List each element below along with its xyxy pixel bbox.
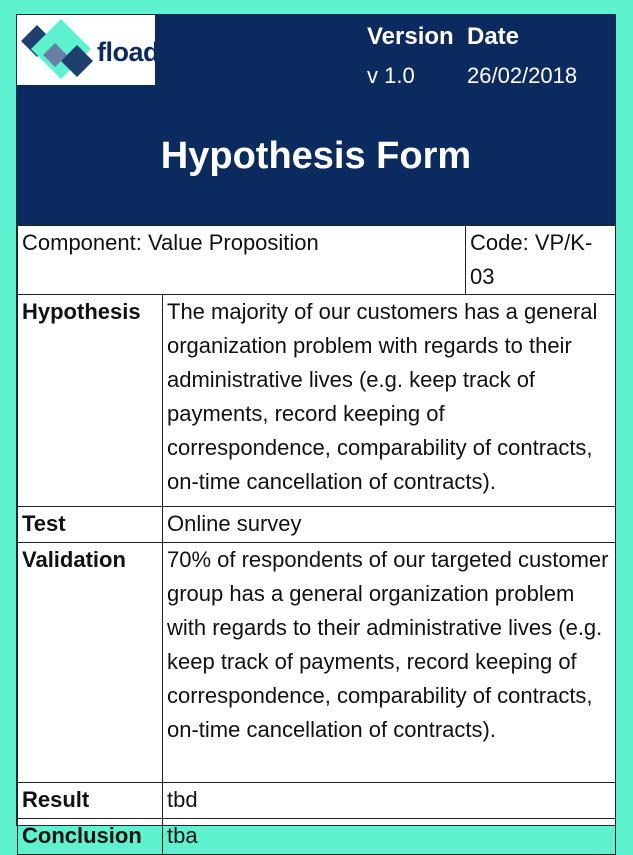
table-row bbox=[18, 543, 616, 783]
table-row bbox=[18, 819, 616, 855]
row-label-hypothesis: Hypothesis bbox=[18, 295, 163, 507]
date-value: 26/02/2018 bbox=[467, 63, 578, 88]
hypothesis-form-page bbox=[16, 14, 616, 848]
code-cell: Code: VP/K-03 bbox=[466, 226, 616, 295]
row-value-test: Online survey bbox=[163, 507, 616, 543]
form-title: Hypothesis Form bbox=[160, 135, 472, 177]
row-label-result: Result bbox=[18, 783, 163, 819]
row-label-conclusion: Conclusion bbox=[18, 819, 163, 855]
table-row bbox=[18, 507, 616, 543]
version-label: Version bbox=[367, 23, 454, 50]
row-value-validation: 70% of respondents of our targeted customer group has a general organization problem with regards to their administrative lives (e.g. keep track of payments, record keeping of correspondence, comparability of contracts, on-time cancellation of contracts). bbox=[163, 543, 616, 783]
logo-wordmark: fload bbox=[97, 37, 159, 67]
diamond-logo-icon bbox=[19, 17, 97, 83]
form-header bbox=[17, 15, 615, 225]
date-label: Date bbox=[467, 23, 520, 50]
table-row bbox=[18, 783, 616, 819]
row-value-result: tbd bbox=[163, 783, 616, 819]
table-row bbox=[18, 295, 616, 507]
component-row bbox=[18, 226, 616, 295]
row-value-hypothesis: The majority of our customers has a general organization problem with regards to their administrative lives (e.g. keep track of payments, record keeping of correspondence, comparability of contracts, on-time cancellation of contracts). bbox=[163, 295, 616, 507]
component-cell: Component: Value Proposition bbox=[18, 226, 466, 295]
hypothesis-table bbox=[17, 225, 616, 855]
row-label-test: Test bbox=[18, 507, 163, 543]
version-value: v 1.0 bbox=[367, 63, 415, 88]
row-value-conclusion: tba bbox=[163, 819, 616, 855]
row-label-validation: Validation bbox=[18, 543, 163, 783]
fload-logo bbox=[17, 15, 159, 85]
